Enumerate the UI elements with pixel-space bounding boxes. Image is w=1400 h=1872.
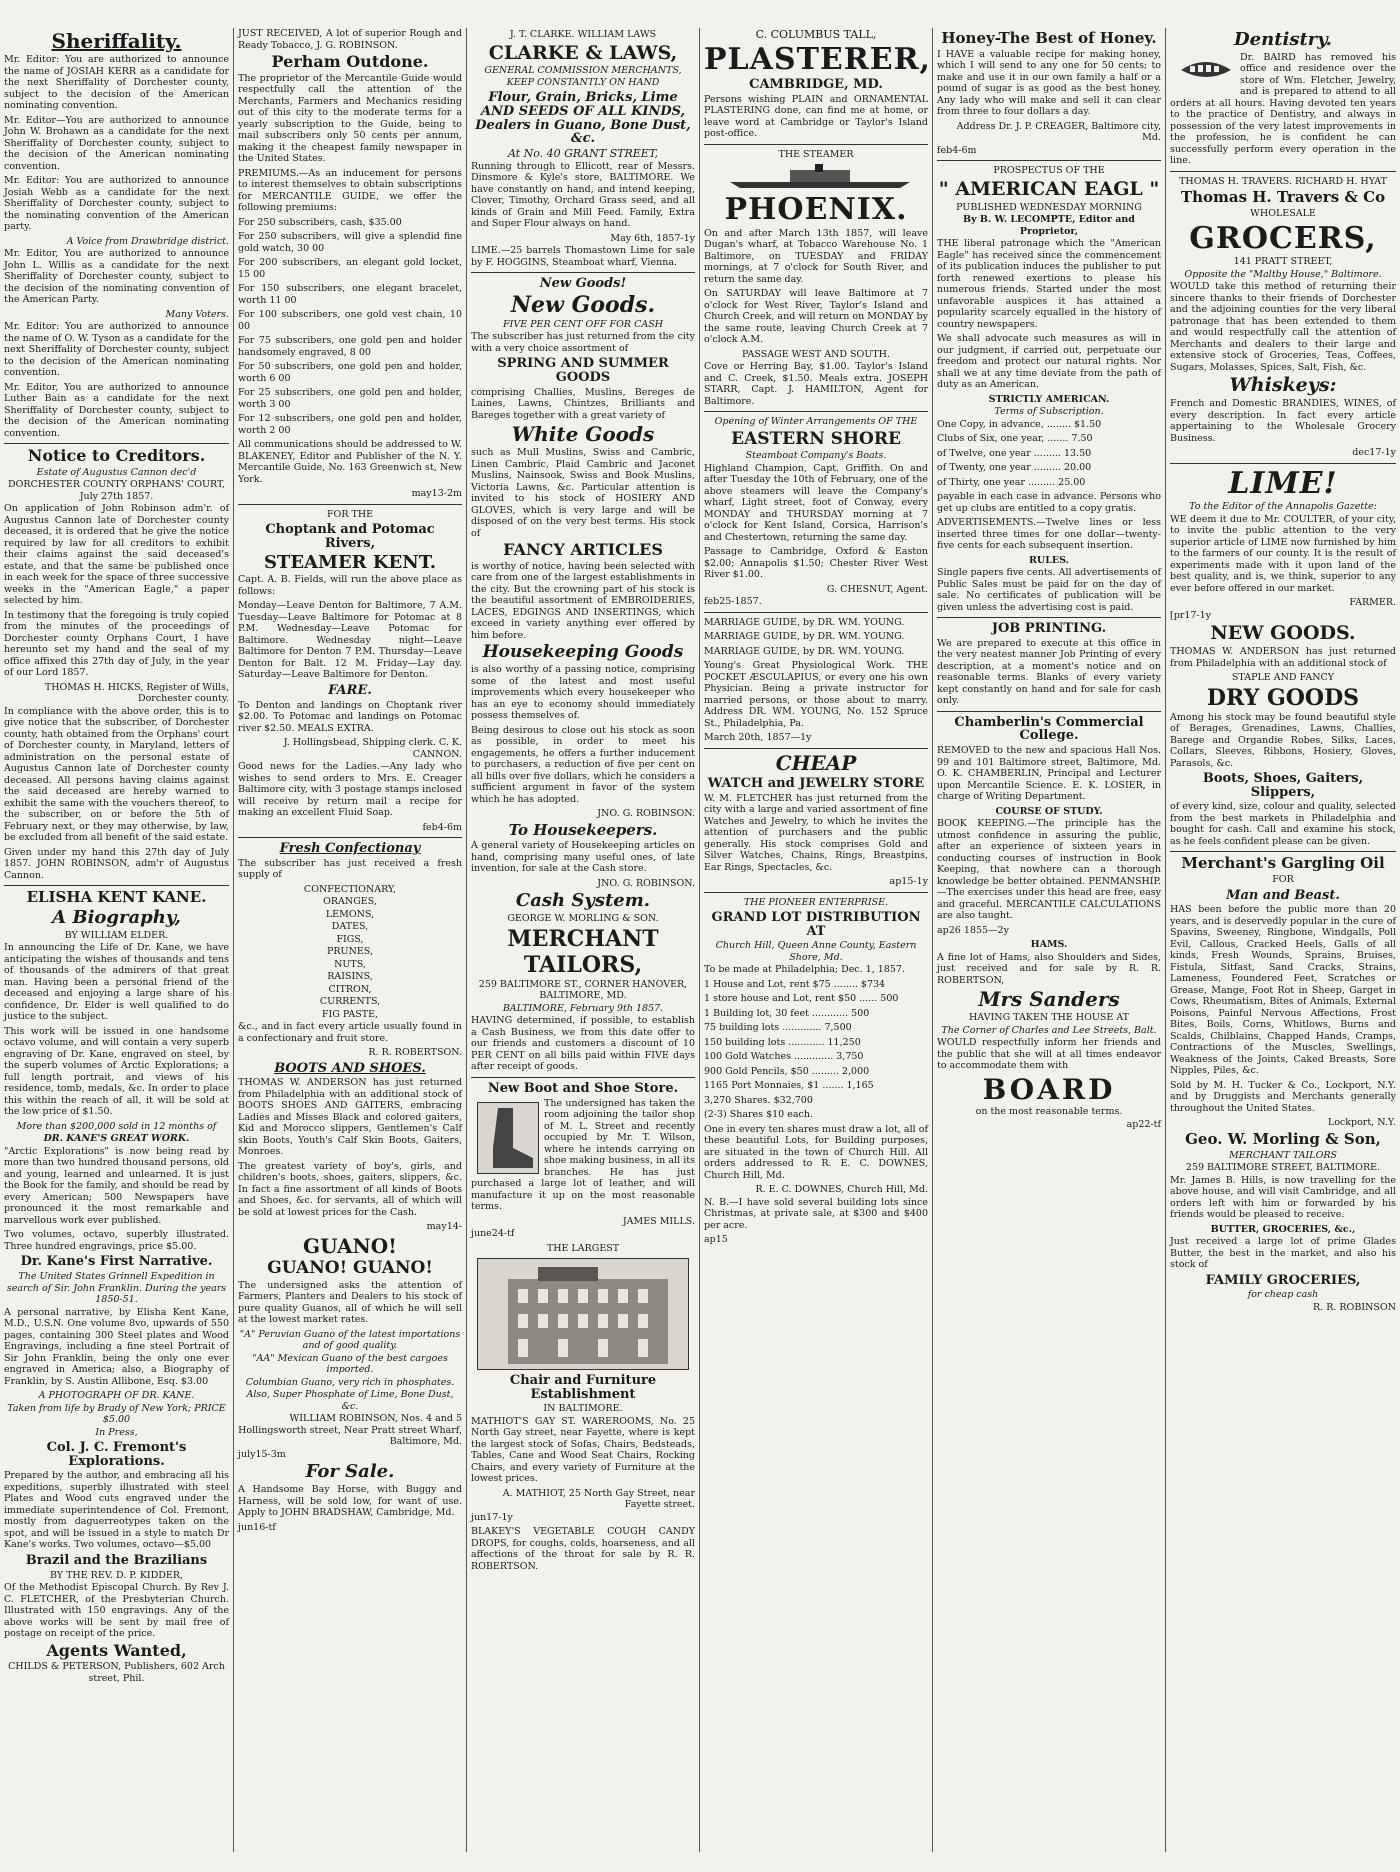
confectionary-list: [238, 884, 462, 1021]
confectionary-body: &c., and in fact every article usually found in a confectionary and fruit store.: [238, 1021, 462, 1044]
chair-body: MATHIOT'S GAY ST. WAREROOMS, No. 25 North Gay street, near Fayette, where is kept the largest stock of Sofas, Chairs, Bedsteads, Tables, Cane and Wood Seat Chairs, Rocking Chairs, and every variety of Furniture at the lowest prices.: [471, 1415, 695, 1485]
photo-heading: A PHOTOGRAPH OF DR. KANE.: [38, 1390, 195, 1402]
perham-body: The proprietor of the Mercantile Guide would respectfully call the attention of the Merchants, Farmers and Mechanics residing out of this city to the moderate terms for a yearly subscription to the Guide, being to mail subscribers only 50 cents per annum, making it the cheapest family newspaper in the United States.: [238, 72, 462, 165]
lots-date: ap15: [704, 1234, 728, 1246]
sanders-address: The Corner of Charles and Lee Streets, Balt.: [941, 1024, 1157, 1036]
travers-names: THOMAS H. TRAVERS. RICHARD H. HYAT: [1179, 175, 1387, 187]
course-body: BOOK KEEPING.—The principle has the utmost confidence in assuring the public, after an experience of sixteen years in conducting courses of instruction in Book Keeping, that nowhere can a thorough knowledge be better obtained. PENMANSHIP.—The exercises under this head are free, easy and graceful. MERCANTILE CALCULATIONS are also taught.: [937, 818, 1161, 922]
dentistry-body: Dr. BAIRD has removed his office and residence over the store of Wm. Fletcher, Jewelry, and is prepared to attend to all orders at all hours. Having devoted ten years to the practice of Dentistry, and always in possession of the very latest improvements in the profession, he is confident he can successfully perform every operation in the line.: [1170, 51, 1396, 167]
in-press: In Press,: [95, 1426, 138, 1438]
dentistry-heading: Dentistry.: [1234, 29, 1332, 50]
sheriff-notice: Mr. Editor, You are authorized to announce John L. Willis as a candidate for the next Sheriffality of Dorchester county, subject to the decision of the nominating convention of the American Party.: [4, 248, 229, 305]
housekeepers-signature: JNO. G. ROBINSON.: [597, 877, 695, 889]
notice-court: DORCHESTER COUNTY ORPHANS' COURT, July 27th 1857.: [8, 479, 225, 502]
board-heading: BOARD: [982, 1072, 1116, 1106]
for-sale-heading: For Sale.: [305, 1461, 395, 1483]
family-groceries-heading: FAMILY GROCERIES,: [1205, 1272, 1361, 1288]
distribution-date: To be made at Philadelphia; Dec. 1, 1857.: [704, 964, 905, 976]
good-news-date: feb4-6m: [422, 821, 462, 833]
boots-shoes-heading: Boots, Shoes, Gaiters, Slippers,: [1202, 771, 1364, 800]
morling-body: Mr. James B. Hills, is now travelling for the above house, and will visit Cambridge, and all orders left with him or forwarded by his friends would be pleased to receive.: [1170, 1174, 1396, 1221]
sanders-sub: HAVING TAKEN THE HOUSE AT: [968, 1012, 1130, 1024]
gargling-date: Lockport, N.Y.: [1327, 1117, 1396, 1129]
column-4: [700, 28, 932, 1852]
cash-system-heading: Cash System.: [515, 890, 651, 912]
clarke-laws-heading: CLARKE & LAWS,: [488, 41, 678, 64]
steamer-kent-heading: STEAMER KENT.: [263, 551, 437, 573]
advertisements: ADVERTISEMENTS.—Twelve lines or less inserted three times for one dollar—twenty-five cents for each subsequent insertion.: [937, 517, 1161, 552]
kane-first-sub: The United States Grinnell Expedition in search of Sir. John Franklin. During the years 1850-51.: [6, 1271, 227, 1306]
sanders-body: WOULD respectfully inform her friends and the public that she will at all times endeavor to accommodate them with: [937, 1037, 1161, 1072]
boot-illustration: [477, 1102, 539, 1174]
pioneer-heading: THE PIONEER ENTERPRISE.: [743, 896, 889, 908]
fancy-heading: FANCY ARTICLES: [503, 540, 663, 560]
whiskeys-body: French and Domestic BRANDIES, WINES, of every description. In fact every article appertaining to the Wholesale Grocery Business.: [1170, 398, 1396, 444]
american-eagle-heading: " AMERICAN EAGL ": [938, 177, 1160, 200]
kane-biography: A Biography,: [52, 907, 181, 929]
terms-row: of Twenty, one year ......... 20.00: [937, 462, 1092, 474]
whiskeys-heading: Whiskeys:: [1229, 374, 1337, 397]
course-date: ap26 1855—2y: [937, 924, 1009, 936]
housekeepers-body: A general variety of Housekeeping articles on hand, comprising many useful ones, of late invention, for sale at the Cash store.: [471, 840, 695, 875]
clarke-goods: Flour, Grain, Bricks, Lime AND SEEDS OF ALL KINDS, Dealers in Guano, Bone Dust, &c.: [475, 90, 691, 147]
notice-given: Given under my hand this 27th day of July 1857. JOHN ROBINSON, adm'r of Augustus Cannon.: [4, 846, 229, 881]
course-heading: COURSE OF STUDY.: [995, 805, 1103, 817]
lot-item: 1165 Port Monnaies, $1 ....... 1,165: [704, 1080, 874, 1092]
notice-signature: THOMAS H. HICKS, Register of Wills, Dorchester county.: [44, 681, 229, 705]
confectionary-item: NUTS,: [334, 958, 366, 970]
notice-creditors-heading: Notice to Creditors.: [27, 446, 206, 465]
guano-heading-2: GUANO! GUANO!: [267, 1257, 433, 1278]
confectionary-item: LEMONS,: [325, 908, 375, 920]
premium-item: For 75 subscribers, one gold pen and holder handsomely engraved, 8 00: [238, 335, 462, 358]
confectionary-item: ORANGES,: [323, 896, 377, 908]
cambridge-heading: CAMBRIDGE, MD.: [749, 77, 883, 92]
column-1: [0, 28, 233, 1852]
boot-store-heading: New Boot and Shoe Store.: [487, 1080, 679, 1096]
confectionary-heading: Fresh Confectionay: [279, 841, 421, 857]
marriage-date: March 20th, 1857—1y: [704, 732, 812, 744]
for-sale-date: jun16-tf: [238, 1521, 276, 1533]
eastern-shore-heading: EASTERN SHORE: [731, 428, 901, 449]
watch-body: W. M. FLETCHER has just returned from the city with a large and varied assortment of fine Watches and Jewelry, to which he invites the attention of purchasers and the public generally. His stock comprises Gold and Silver Watches, Chains, Rings, Breastpins, Ear Rings, Spectacles, &c.: [704, 792, 928, 873]
merchant-heading: MERCHANT: [507, 925, 659, 952]
watch-heading: WATCH and JEWELRY STORE: [707, 775, 925, 791]
chair-heading: Chair and Furniture Establishment: [509, 1373, 657, 1402]
board-date: ap22-tf: [1126, 1118, 1161, 1130]
building-icon: [478, 1259, 688, 1369]
watch-date: ap15-1y: [889, 876, 928, 888]
mrs-sanders-heading: Mrs Sanders: [978, 987, 1120, 1012]
new-goods-sub: FIVE PER CENT OFF FOR CASH: [503, 318, 663, 330]
agents-heading: Agents Wanted,: [46, 1640, 187, 1660]
housekeeping-signature: JNO. G. ROBINSON.: [597, 808, 695, 820]
travers-opposite: Opposite the "Maltby House," Baltimore.: [1184, 268, 1382, 280]
boot-icon: [478, 1103, 538, 1173]
hams-heading: HAMS.: [1030, 939, 1068, 951]
steamer-schedule: Monday—Leave Denton for Baltimore, 7 A.M. Tuesday—Leave Baltimore for Potomac at 8 P.M. Wednesday—Leave Potomac for Baltimore. Wednesday night—Leave Baltimore for Denton 7 P.M. Thursday—Leave Denton for Balt. 12 M. Friday—Lay day. Saturday—Leave Baltimore for Denton.: [238, 600, 462, 681]
clarke-date: May 6th, 1857-1y: [610, 232, 695, 244]
chair-signature: A. MATHIOT, 25 North Gay Street, near Fayette street.: [502, 1487, 695, 1511]
terms-body: payable in each case in advance. Persons who get up clubs are entitled to a copy gratis.: [937, 491, 1161, 514]
lime-body: WE deem it due to Mr. COULTER, of your city, to invite the public attention to the very superior article of LIME now furnished by him to the farmers of our county. It is the result of experiments made with it upon land of the best quality, and is, we think, superior to any ever before offered in our market.: [1170, 513, 1396, 594]
job-printing-heading: JOB PRINTING.: [991, 621, 1107, 637]
premium-item: For 200 subscribers, an elegant gold locket, 15 00: [238, 257, 462, 280]
steamboat-icon: [710, 164, 922, 190]
gargling-for: FOR: [1272, 874, 1294, 886]
steamer-label: THE STEAMER: [778, 148, 854, 160]
tall-name: C. COLUMBUS TALL,: [755, 28, 877, 41]
eagle-published: PUBLISHED WEDNESDAY MORNING: [956, 201, 1142, 213]
confectionary-item: CURRENTS,: [319, 996, 381, 1008]
travers-body: WOULD take this method of returning their sincere thanks to their friends of Dorchester and the adjoining counties for the very liberal patronage that has been extended to them and would respectfully call the attention of Merchants and dealers to their large and extensive stock of Groceries, Teas, Coffees, Sugars, Molasses, Spices, Salt, Fish, &c.: [1170, 281, 1396, 373]
sheriff-notice: Mr. Editor, You are authorized to announce Luther Bain as a candidate for the next Sheriffality of Dorchester county, subject to the decision of the American nominating convention.: [4, 381, 229, 439]
tailors-date: BALTIMORE, February 9th 1857.: [502, 1002, 664, 1014]
lots-body: One in every ten shares must draw a lot, all of these beautiful Lots, for Building purposes, are situated in the town of Church Hill. All orders addressed to R. E. C. DOWNES, Church Hill, Md.: [704, 1123, 928, 1181]
chair-date: jun17-1y: [471, 1511, 513, 1523]
confectionary-item: CITRON,: [328, 983, 372, 995]
rules-body: Single papers five cents. All advertisements of Public Sales must be paid for on the day of sale. No certificates of publication will be given unless the advertising cost is paid.: [937, 567, 1161, 613]
sheriff-signature: A Voice from Drawbridge district.: [66, 235, 229, 247]
kane-first-heading: Dr. Kane's First Narrative.: [20, 1254, 213, 1270]
confectionary-item: DATES,: [331, 921, 369, 933]
eagle-body: THE liberal patronage which the "American Eagle" has received since the commencement of its publication induces the publisher to put forth renewed exertions to please his numerous friends. Started under the most unfavorable auspices it has attained a popularity scarcely equalled in the history of country newspapers.: [937, 238, 1161, 330]
new-goods-heading-2: NEW GOODS.: [1210, 622, 1356, 645]
guano-date: july15-3m: [238, 1448, 286, 1460]
just-received: JUST RECEIVED, A lot of superior Rough and Ready Tobacco, J. G. ROBINSON.: [238, 28, 462, 51]
cheap-heading: CHEAP: [775, 750, 857, 775]
lime-to: To the Editor of the Annapolis Gazette:: [1189, 501, 1377, 513]
honey-body: I HAVE a valuable recipe for making honey, which I will send to any one for 50 cents; to make and use it in our own family a half or a pound of sugar is as good as the best honey. Any lady who will make and sell it can clear from three to four dollars a day.: [937, 48, 1161, 118]
strictly-american: STRICTLY AMERICAN.: [988, 393, 1110, 405]
family-sub: for cheap cash: [1247, 1289, 1319, 1301]
good-news: Good news for the Ladies.—Any lady who wishes to send orders to Mrs. E. Creager Baltimore city, with 3 postage stamps inclosed will receive by return mail a recipe for making an excellent Fluid Soap.: [238, 761, 462, 819]
phoenix-heading: PHOENIX.: [724, 192, 908, 228]
steamer-fare-heading: FARE.: [328, 682, 372, 698]
gargling-body: Sold by M. H. Tucker & Co., Lockport, N.Y. and by Druggists and Merchants generally throughout the United States.: [1170, 1079, 1396, 1114]
marriage-guide: MARRIAGE GUIDE, by DR. WM. YOUNG.: [704, 645, 905, 657]
eastern-body: Highland Champion, Capt. Griffith. On and after Tuesday the 10th of February, one of the above steamers will leave the Company's wharf, Light street, foot of Conway, every MONDAY and THURSDAY morning at 7 o'clock for Kent Island, Corsica, Harrison's and Chestertown, returning the same day.: [704, 462, 928, 543]
choptank-for: FOR THE: [326, 508, 374, 520]
terms-row: of Thirty, one year ......... 25.00: [937, 476, 1086, 488]
lots-shares: (2-3) Shares $10 each.: [704, 1109, 813, 1121]
rules-heading: RULES.: [1029, 554, 1069, 566]
perham-heading: Perham Outdone.: [271, 52, 429, 71]
new-goods-heading: New Goods.: [510, 291, 656, 318]
terms-heading: Terms of Subscription.: [994, 406, 1104, 418]
confectionary-item: RAISINS,: [327, 971, 373, 983]
man-beast-heading: Man and Beast.: [1226, 887, 1340, 903]
spring-body: comprising Challies, Muslins, Bereges de Laines, Lawns, Chintzes, Brilliants and Bareges together with a great variety of: [471, 386, 695, 421]
morling-heading: Geo. W. Morling & Son,: [1185, 1129, 1381, 1148]
plasterer-heading: PLASTERER,: [704, 41, 931, 77]
eastern-sub: Steamboat Company's Boats.: [745, 450, 887, 462]
sheriff-notice: Mr. Editor: You are authorized to announce Josiah Webb as a candidate for the next Sheriffality of Dorchester county, subject to the nominating convention of the American party.: [4, 175, 229, 232]
guano-signature: WILLIAM ROBINSON, Nos. 4 and 5 Hollingsworth street, Near Pratt street Wharf, Baltimore, Md.: [238, 1413, 462, 1448]
spring-heading: SPRING AND SUMMER GOODS: [497, 356, 669, 385]
morling-address: 259 BALTIMORE STREET, BALTIMORE.: [1185, 1162, 1381, 1174]
winter-arrangements: Opening of Winter Arrangements OF THE: [714, 416, 918, 428]
new-goods-body-2: THOMAS W. ANDERSON has just returned from Philadelphia with an additional stock of: [1170, 646, 1396, 669]
lime-notice: LIME.—25 barrels Thomastown Lime for sale by F. HOGGINS, Steamboat wharf, Vienna.: [471, 245, 695, 268]
premium-item: For 150 subscribers, one elegant bracelet, worth 11 00: [238, 283, 462, 306]
lime-date: [pr17-1y: [1170, 609, 1212, 621]
photo-sub: Taken from life by Brady of New York; PRICE $5.00: [7, 1402, 226, 1426]
premium-item: For 250 subscribers, cash, $35.00: [238, 216, 402, 228]
brazil-heading: Brazil and the Brazilians: [25, 1552, 208, 1568]
notice-body: In testimony that the foregoing is truly copied from the minutes of the proceedings of Dorchester county Orphans Court, I have hereunto set my hand and the seal of my office affixed this 27th day of July, in the year of our Lord 1857.: [4, 609, 229, 679]
kane-heading: ELISHA KENT KANE.: [26, 888, 207, 907]
perham-date: may13-2m: [411, 488, 462, 500]
fremont-body: Prepared by the author, and embracing all his expeditions, superbly illustrated with steel Plates and Wood cuts engraved under the immediate superintendence of Col. Fremont, mostly from daguerreotypes taken on the spot, and will be issued in a style to match Dr Kane's works. Two volumes, octavo—$5.00: [4, 1470, 229, 1551]
steamer-captain: Capt. A. B. Fields, will run the above place as follows:: [238, 574, 462, 597]
confectionary-item: PRUNES,: [327, 946, 373, 958]
eastern-fares: Passage to Cambridge, Oxford & Easton $2.00; Annapolis $1.50; Chester River West River $1.00.: [704, 546, 928, 581]
building-illustration: [477, 1258, 689, 1370]
housekeeping-body: is also worthy of a passing notice, comprising some of the latest and most useful improvements which every housekeeper who has an eye to economy should immediately possess themselves of.: [471, 664, 695, 722]
blakey-notice: BLAKEY'S VEGETABLE COUGH CANDY DROPS, for coughs, colds, hoarseness, and all affections of the throat for sale by R. R. ROBERTSON.: [471, 1526, 695, 1572]
lots-total: 3,270 Shares. $32,700: [704, 1094, 813, 1106]
clarke-body: Running through to Ellicott, rear of Messrs. Dinsmore & Kyle's store, BALTIMORE. We have constantly on hand, and intend keeping, Clover, Timothy, Orchard Grass seed, and all kinds of Grain and Mill Feed. Family, Extra and Super Flour always on hand.: [471, 160, 695, 229]
prospectus-label: PROSPECTUS OF THE: [993, 165, 1105, 177]
lime-heading: LIME!: [1228, 465, 1338, 501]
agents-publisher: CHILDS & PETERSON, Publishers, 602 Arch street, Phil.: [8, 1661, 225, 1684]
sheriff-notice: Mr. Editor—You are authorized to announce John W. Brohawn as a candidate for the next Sheriffality of Dorchester county, subject to the decision of the American nominating convention.: [4, 114, 229, 172]
confectionary-item: FIGS,: [336, 933, 364, 945]
lots-note: N. B.—I have sold several building lots since Christmas, at private sale, at $300 and $400 per acre.: [704, 1196, 928, 1231]
eagle-body: We shall advocate such measures as will in our judgment, if carried out, perpetuate our freedom and protect our natural rights. Nor shall we at any time deviate from the path of duty as an American.: [937, 333, 1161, 391]
perham-premium: PREMIUMS.—As an inducement for persons to interest themselves to obtain subscriptions for MERCANTILE GUIDE, we offer the following premiums:: [238, 167, 462, 214]
boots-heading: BOOTS AND SHOES.: [274, 1060, 426, 1076]
kane-body: In announcing the Life of Dr. Kane, we have anticipating the wishes of thousands and tens of thousands of the admirers of that great man. Having been a personal friend of the deceased and enjoying a large share of his confidence, Dr. Elder is well qualified to do justice to the subject.: [4, 942, 229, 1023]
steamer-signature: J. Hollingsbead, Shipping clerk. C. K. CANNON.: [283, 737, 462, 760]
white-goods-body: such as Mull Muslins, Swiss and Cambric, Linen Cambric, Plaid Cambric and Jaconet Muslins, Nainsook, Swiss and Book Muslins, Victoria Lawns, &c. Particular attention is invited to his stock of HOSIERY AND GLOVES, which is very large and will be disposed of on the very best terms. His stock of: [471, 447, 695, 539]
clarke-address: At No. 40 GRANT STREET,: [507, 147, 659, 160]
chamberlin-body: REMOVED to the new and spacious Hall Nos. 99 and 101 Baltimore street, Baltimore, Md. O. K. CHAMBERLIN, Principal and Lecturer upon Mercantile Science. E. K. LOSIER, in charge of Writing Department.: [937, 745, 1161, 803]
kane-great-work: DR. KANE'S GREAT WORK.: [43, 1133, 190, 1145]
lot-item: 75 building lots ............. 7,500: [704, 1022, 852, 1034]
butter-body: Just received a large lot of prime Glades Butter, the best in the market, and also his stock of: [1170, 1236, 1396, 1271]
kane-sales: More than $200,000 sold in 12 months of: [16, 1120, 217, 1132]
sheriff-signature: Many Voters.: [165, 308, 229, 320]
gargling-body: HAS been before the public more than 20 years, and is deservedly popular in the cure of Spavins, Sweeney, Ringbone, Windgalls, Poll Evil, Callous, Cracked Heels, Galls of all kinds, Fresh Wounds, Sprains, Bruises, Fistula, Sitfast, Sand Cracks, Strains, Lameness, Foundered Feet, Scratches or Grease, Mange, Foot Rot in Sheep, Garget in Cows, Rheumatism, Bites of Animals, External Poisons, Painful Nervous Affections, Frost Bites, Boils, Corns, Whitlows, Burns and Scalds, Chilblains, Chapped Hands, Cramps, Contractions of the Muscles, Swellings, Weakness of the Joints, Caked Breasts, Sore Nipples, Piles, &c.: [1170, 904, 1396, 1077]
lot-item: 1 House and Lot, rent $75 ........ $734: [704, 978, 886, 990]
eastern-date: feb25-1857.: [704, 596, 762, 608]
gargling-oil-heading: Merchant's Gargling Oil: [1181, 854, 1385, 873]
teeth-icon: [1176, 56, 1236, 84]
boots-shoes-body: of every kind, size, colour and quality, selected from the best markets in Philadelphia and bought for cash. Call and examine his stock, as he feels confident please can be given.: [1170, 801, 1396, 847]
fancy-body: is worthy of notice, having been selected with care from one of the largest establishments in the city. But the crowning part of his stock is the beautiful assortment of EMBROIDERIES, LACES, EDGINGS AND INSERTINGS, which exceed in variety anything ever offered by him before.: [471, 560, 695, 641]
sheriff-notice: Mr. Editor: You are authorized to announce the name of JOSIAH KERR as a candidate for the next Sheriffality of Dorchester county, subject to the decision of the American nominating convention.: [4, 54, 229, 111]
lot-item: 100 Gold Watches ............. 3,750: [704, 1051, 864, 1063]
phoenix-body: On and after March 13th 1857, will leave Dugan's wharf, at Tobacco Warehouse No. 1 Baltimore, on TUESDAY and FRIDAY mornings, at 7 o'clock for South River, and return the same day.: [704, 227, 928, 285]
board-sub: on the most reasonable terms.: [975, 1106, 1123, 1117]
tailors-body: HAVING determined, if possible, to establish a Cash Business, we from this date offer to our friends and customers a discount of 10 PER CENT on all bills paid within FIVE days after receipt of goods.: [471, 1015, 695, 1073]
brazil-body: Of the Methodist Episcopal Church. By Rev J. C. FLETCHER, of the Presbyterian Church. Illustrated with 150 engravings. Any of the above works will be sent by mail free of postage on receipt of the price.: [4, 1582, 229, 1639]
tailors-address: 259 BALTIMORE ST., CORNER HANOVER, BALTIMORE, MD.: [478, 978, 688, 1002]
for-sale-body: A Handsome Bay Horse, with Buggy and Harness, will be sold low, for want of use. Apply to JOHN BRADSHAW, Cambridge, Md.: [238, 1484, 462, 1519]
notice-body: On application of John Robinson adm'r. of Augustus Cannon late of Dorchester county deceased, it is ordered that he give the notice required by law for all creditors to exhibit their claims against the said deceased's estate, and that the same be published once in each week for the space of three successive weeks in the "American Eagle," a paper selected by him.: [4, 503, 229, 607]
confectionary-signature: R. R. ROBERTSON.: [368, 1047, 462, 1059]
butter-heading: BUTTER, GROCERIES, &c.,: [1210, 1223, 1356, 1235]
boots-date: may14-: [426, 1221, 462, 1233]
chair-sub: IN BALTIMORE.: [543, 1403, 623, 1415]
honey-heading: Honey-The Best of Honey.: [941, 29, 1157, 47]
staple-label: STAPLE AND FANCY: [1231, 672, 1335, 684]
passage-body: Cove or Herring Bay, $1.00. Taylor's Island and C. Creek, $1.50. Meals extra. JOSEPH STARR, Capt. J. HAMILTON, Agent for Baltimore.: [704, 361, 928, 407]
column-3: [467, 28, 699, 1852]
column-5: [933, 28, 1165, 1852]
whiskeys-date: dec17-1y: [1352, 447, 1396, 459]
clarke-names: J. T. CLARKE. WILLIAM LAWS: [509, 29, 657, 40]
eastern-signature: G. CHESNUT, Agent.: [826, 583, 928, 595]
fremont-heading: Col. J. C. Fremont's Explorations.: [46, 1440, 187, 1469]
premium-item: For 12 subscribers, one gold pen and holder, worth 2 00: [238, 413, 462, 436]
boot-store-signature: JAMES MILLS.: [622, 1215, 695, 1227]
dry-goods-body: Among his stock may be found beautiful style of Berages, Grenadines, Lawns, Challies, Barege and Organdie Robes, Silks, Laces, Collars, Sleeves, Ribbons, Hosiery, Gloves, Parasols, &c.: [1170, 711, 1396, 769]
guano-body: The undersigned asks the attention of Farmers, Planters and Dealers to his stock of pure quality Guanos, all of which he will sell at the lowest market rates.: [238, 1279, 462, 1326]
hams-body: A fine lot of Hams, also Shoulders and Sides, just received and for sale by R. R. ROBERTSON,: [937, 951, 1161, 986]
kane-price: Two volumes, octavo, superbly illustrated. Three hundred engravings, price $5.00.: [4, 1229, 229, 1252]
guano-mexican: "AA" Mexican Guano of the best cargoes imported.: [252, 1352, 448, 1376]
confectionary-item: FIG PASTE,: [321, 1008, 379, 1020]
family-signature: R. R. ROBINSON: [1313, 1301, 1396, 1313]
perham-address: All communications should be addressed to W. BLAKENEY, Editor and Publisher of the N. Y. Mercantile Guide, No. 163 Greenwich st, New York.: [238, 439, 462, 485]
clarke-sub: GENERAL COMMISSION MERCHANTS, KEEP CONSTANTLY ON HAND: [484, 65, 682, 88]
grand-lot-heading: GRAND LOT DISTRIBUTION AT: [711, 910, 921, 939]
lot-item: 1 store house and Lot, rent $50 ...... 500: [704, 993, 899, 1005]
guano-heading: GUANO!: [303, 1233, 397, 1258]
premium-list: [238, 217, 462, 437]
steamboat-illustration: [710, 164, 922, 190]
premium-item: For 50 subscribers, one gold pen and holder, worth 6 00: [238, 361, 462, 384]
honey-date: feb4-6m: [937, 144, 977, 156]
tailors-heading: TAILORS,: [523, 951, 643, 978]
new-goods-body: The subscriber has just returned from the city with a very choice assortment of: [471, 331, 695, 354]
terms-row: of Twelve, one year ......... 13.50: [937, 447, 1092, 459]
housekeepers-heading: To Housekeepers.: [508, 820, 658, 839]
guano-peruvian: "A" Peruvian Guano of the latest importations and of good quality.: [239, 1328, 461, 1352]
housekeeping-body: Being desirous to close out his stock as soon as possible, in order to meet his engagements, he offers a further inducement to purchasers, a reduction of five per cent on all bills over five dollars, which he considers a sufficient argument in favor of the system which he has adopted.: [471, 724, 695, 805]
plasterer-body: Persons wishing PLAIN and ORNAMENTAL PLASTERING done, can find me at home, or leave word at Cambridge or Taylor's Island post-office.: [704, 93, 928, 140]
kane-body: This work will be issued in one handsome octavo volume, and will contain a very superb engraving of Dr. Kane, engraved on steel, by the superb volumes of Arctic Explorations; a full length portrait, and views of his residence, tomb, medals, &c. In order to place this within the reach of all, it will be sold at the low price of $1.50.: [4, 1025, 229, 1118]
housekeeping-heading: Housekeeping Goods: [482, 642, 684, 663]
notice-body: In compliance with the above order, this is to give notice that the subscriber, of Dorchester county, hath obtained from the Orphans' court of Dorchester county, in Maryland, letters of administration on the personal estate of Augustus Cannon late of Dorchester county deceased. All persons having claims against the said deceased are hereby warned to exhibit the same with the vouchers thereof, to the subscriber, on or before the 5th of February next, or they may otherwise, by law, be excluded from all benefit of the said estate.: [4, 705, 229, 844]
lot-item: 900 Gold Pencils, $50 ......... 2,000: [704, 1065, 870, 1077]
kane-body: "Arctic Explorations" is now being read by more than two hundred thousand persons, old and young, learned and unlearned. It is just the Book for the family, and should be read by every American; 500 Newspapers have pronounced it the most remarkable and marvellous work ever published.: [4, 1145, 229, 1226]
boot-store-body: The undersigned has taken the room adjoining the tailor shop of M. L. Street and recently occupied by Mr. T. Wilson, where he intends carrying on shoe making business, in all its branches. He has just purchased a large lot of leather, and will manufacture it up on the most reasonable terms.: [471, 1097, 695, 1213]
terms-list: [937, 419, 1161, 489]
terms-row: Clubs of Six, one year, ....... 7.50: [937, 433, 1093, 445]
lots-signature: R. E. C. DOWNES, Church Hill, Md.: [755, 1184, 928, 1196]
guano-super: Also, Super Phosphate of Lime, Bone Dust, &c.: [246, 1389, 454, 1412]
church-hill: Church Hill, Queen Anne County, Eastern Shore, Md.: [715, 940, 917, 963]
grocers-heading: GROCERS,: [1189, 220, 1377, 256]
kane-author: BY WILLIAM ELDER.: [64, 929, 169, 941]
column-2: [234, 28, 466, 1852]
brazil-author: BY THE REV. D. P. KIDDER,: [49, 1569, 184, 1581]
boots-body: THOMAS W. ANDERSON has just returned from Philadelphia with an additional stock of BOOTS SHOES AND GAITERS, embracing Ladies and Misses Black and colored gaiters, Kid and Morocco slippers, Gentlemen's Calf skin Boots, Youth's Calf Skin Boots, Gaiters, Monroes.: [238, 1077, 462, 1158]
travers-address: 141 PRATT STREET,: [1233, 256, 1333, 268]
lime-signature: FARMER.: [1349, 597, 1396, 609]
steamer-fare: To Denton and landings on Choptank river $2.00. To Potomac and landings on Potomac river $2.50. MEALS EXTRA.: [238, 699, 462, 734]
dry-goods-heading: DRY GOODS: [1206, 684, 1360, 711]
largest-label: THE LARGEST: [546, 1242, 620, 1254]
wholesale-label: WHOLESALE: [1250, 208, 1316, 220]
lot-item: 1 Building lot, 30 feet ............ 500: [704, 1007, 870, 1019]
passage-heading: PASSAGE WEST AND SOUTH.: [742, 348, 890, 360]
white-goods-heading: White Goods: [511, 422, 655, 447]
notice-estate: Estate of Augustus Cannon dec'd: [36, 466, 197, 478]
boots-body: The greatest variety of boy's, girls, and children's boots, shoes, gaiters, slippers, &c. In fact a fine assortment of all kinds of Boots and Shoes, &c. for servants, all of which will be sold at lowest prices for the Cash.: [238, 1160, 462, 1218]
terms-row: One Copy, in advance, ........ $1.50: [937, 418, 1102, 430]
morling-name: GEORGE W. MORLING & SON.: [507, 913, 659, 925]
sheriffality-heading: Sheriffality.: [51, 29, 182, 53]
kane-first-body: A personal narrative, by Elisha Kent Kane, M.D., U.S.N. One volume 8vo, upwards of 550 pages, containing 300 Steel plates and Wood Engravings, including a fine steel Portrait of Sir John Franklin, being the only one ever engraved in America; also, a Biography of Franklin, by S. Austin Allibone, Esq. $3.00: [4, 1306, 229, 1387]
confectionary-item: CONFECTIONARY,: [303, 883, 397, 895]
new-goods-label: New Goods!: [539, 276, 627, 291]
lots-list: [704, 979, 928, 1092]
marriage-body: Young's Great Physiological Work. THE POCKET ÆSCULAPIUS, or every one his own Physician. Being a private instructor for married persons, or those about to marry. Address DR. WM. YOUNG, No. 152 Spruce St., Philadelphia, Pa.: [704, 660, 928, 729]
lot-item: 150 building lots ............ 11,250: [704, 1036, 861, 1048]
premium-item: For 100 subscribers, one gold vest chain, 10 00: [238, 309, 462, 332]
confectionary-intro: The subscriber has just received a fresh supply of: [238, 857, 462, 881]
guano-columbian: Columbian Guano, very rich in phosphates.: [245, 1376, 455, 1388]
chamberlin-heading: Chamberlin's Commercial College.: [954, 714, 1144, 744]
premium-item: For 250 subscribers, will give a splendid fine gold watch, 30 00: [238, 231, 462, 254]
phoenix-body: On SATURDAY will leave Baltimore at 7 o'clock for West River, Taylor's Island and Church Creek, and will return on MONDAY by the same route, leaving Church Creek at 7 o'clock A.M.: [704, 288, 928, 346]
boot-store-date: june24-tf: [471, 1228, 515, 1240]
premium-item: For 25 subscribers, one gold pen and holder, worth 3 00: [238, 387, 462, 410]
marriage-guide: MARRIAGE GUIDE, by DR. WM. YOUNG.: [704, 616, 905, 628]
honey-signature: Address Dr. J. P. CREAGER, Baltimore city, Md.: [956, 120, 1161, 144]
job-printing-body: We are prepared to execute at this office in the very neatest manner Job Printing of every description, at a moment's notice and on reasonable terms. Blanks of every variety kept constantly on hand and for sale for cash only.: [937, 637, 1161, 707]
sheriff-notice: Mr. Editor: You are authorized to announce the name of O. W. Tyson as a candidate for the next Sheriffality of Dorchester county, subject to the decision of the American nominating convention.: [4, 321, 229, 378]
choptank-heading: Choptank and Potomac Rivers,: [265, 522, 435, 551]
marriage-guide: MARRIAGE GUIDE, by DR. WM. YOUNG.: [704, 631, 905, 643]
teeth-illustration: [1176, 56, 1236, 84]
eagle-editor: By B. W. LECOMPTE, Editor and Proprietor,: [963, 214, 1135, 237]
morling-sub: MERCHANT TAILORS: [1228, 1149, 1338, 1161]
column-6: [1166, 28, 1400, 1852]
travers-heading: Thomas H. Travers & Co: [1180, 188, 1386, 207]
